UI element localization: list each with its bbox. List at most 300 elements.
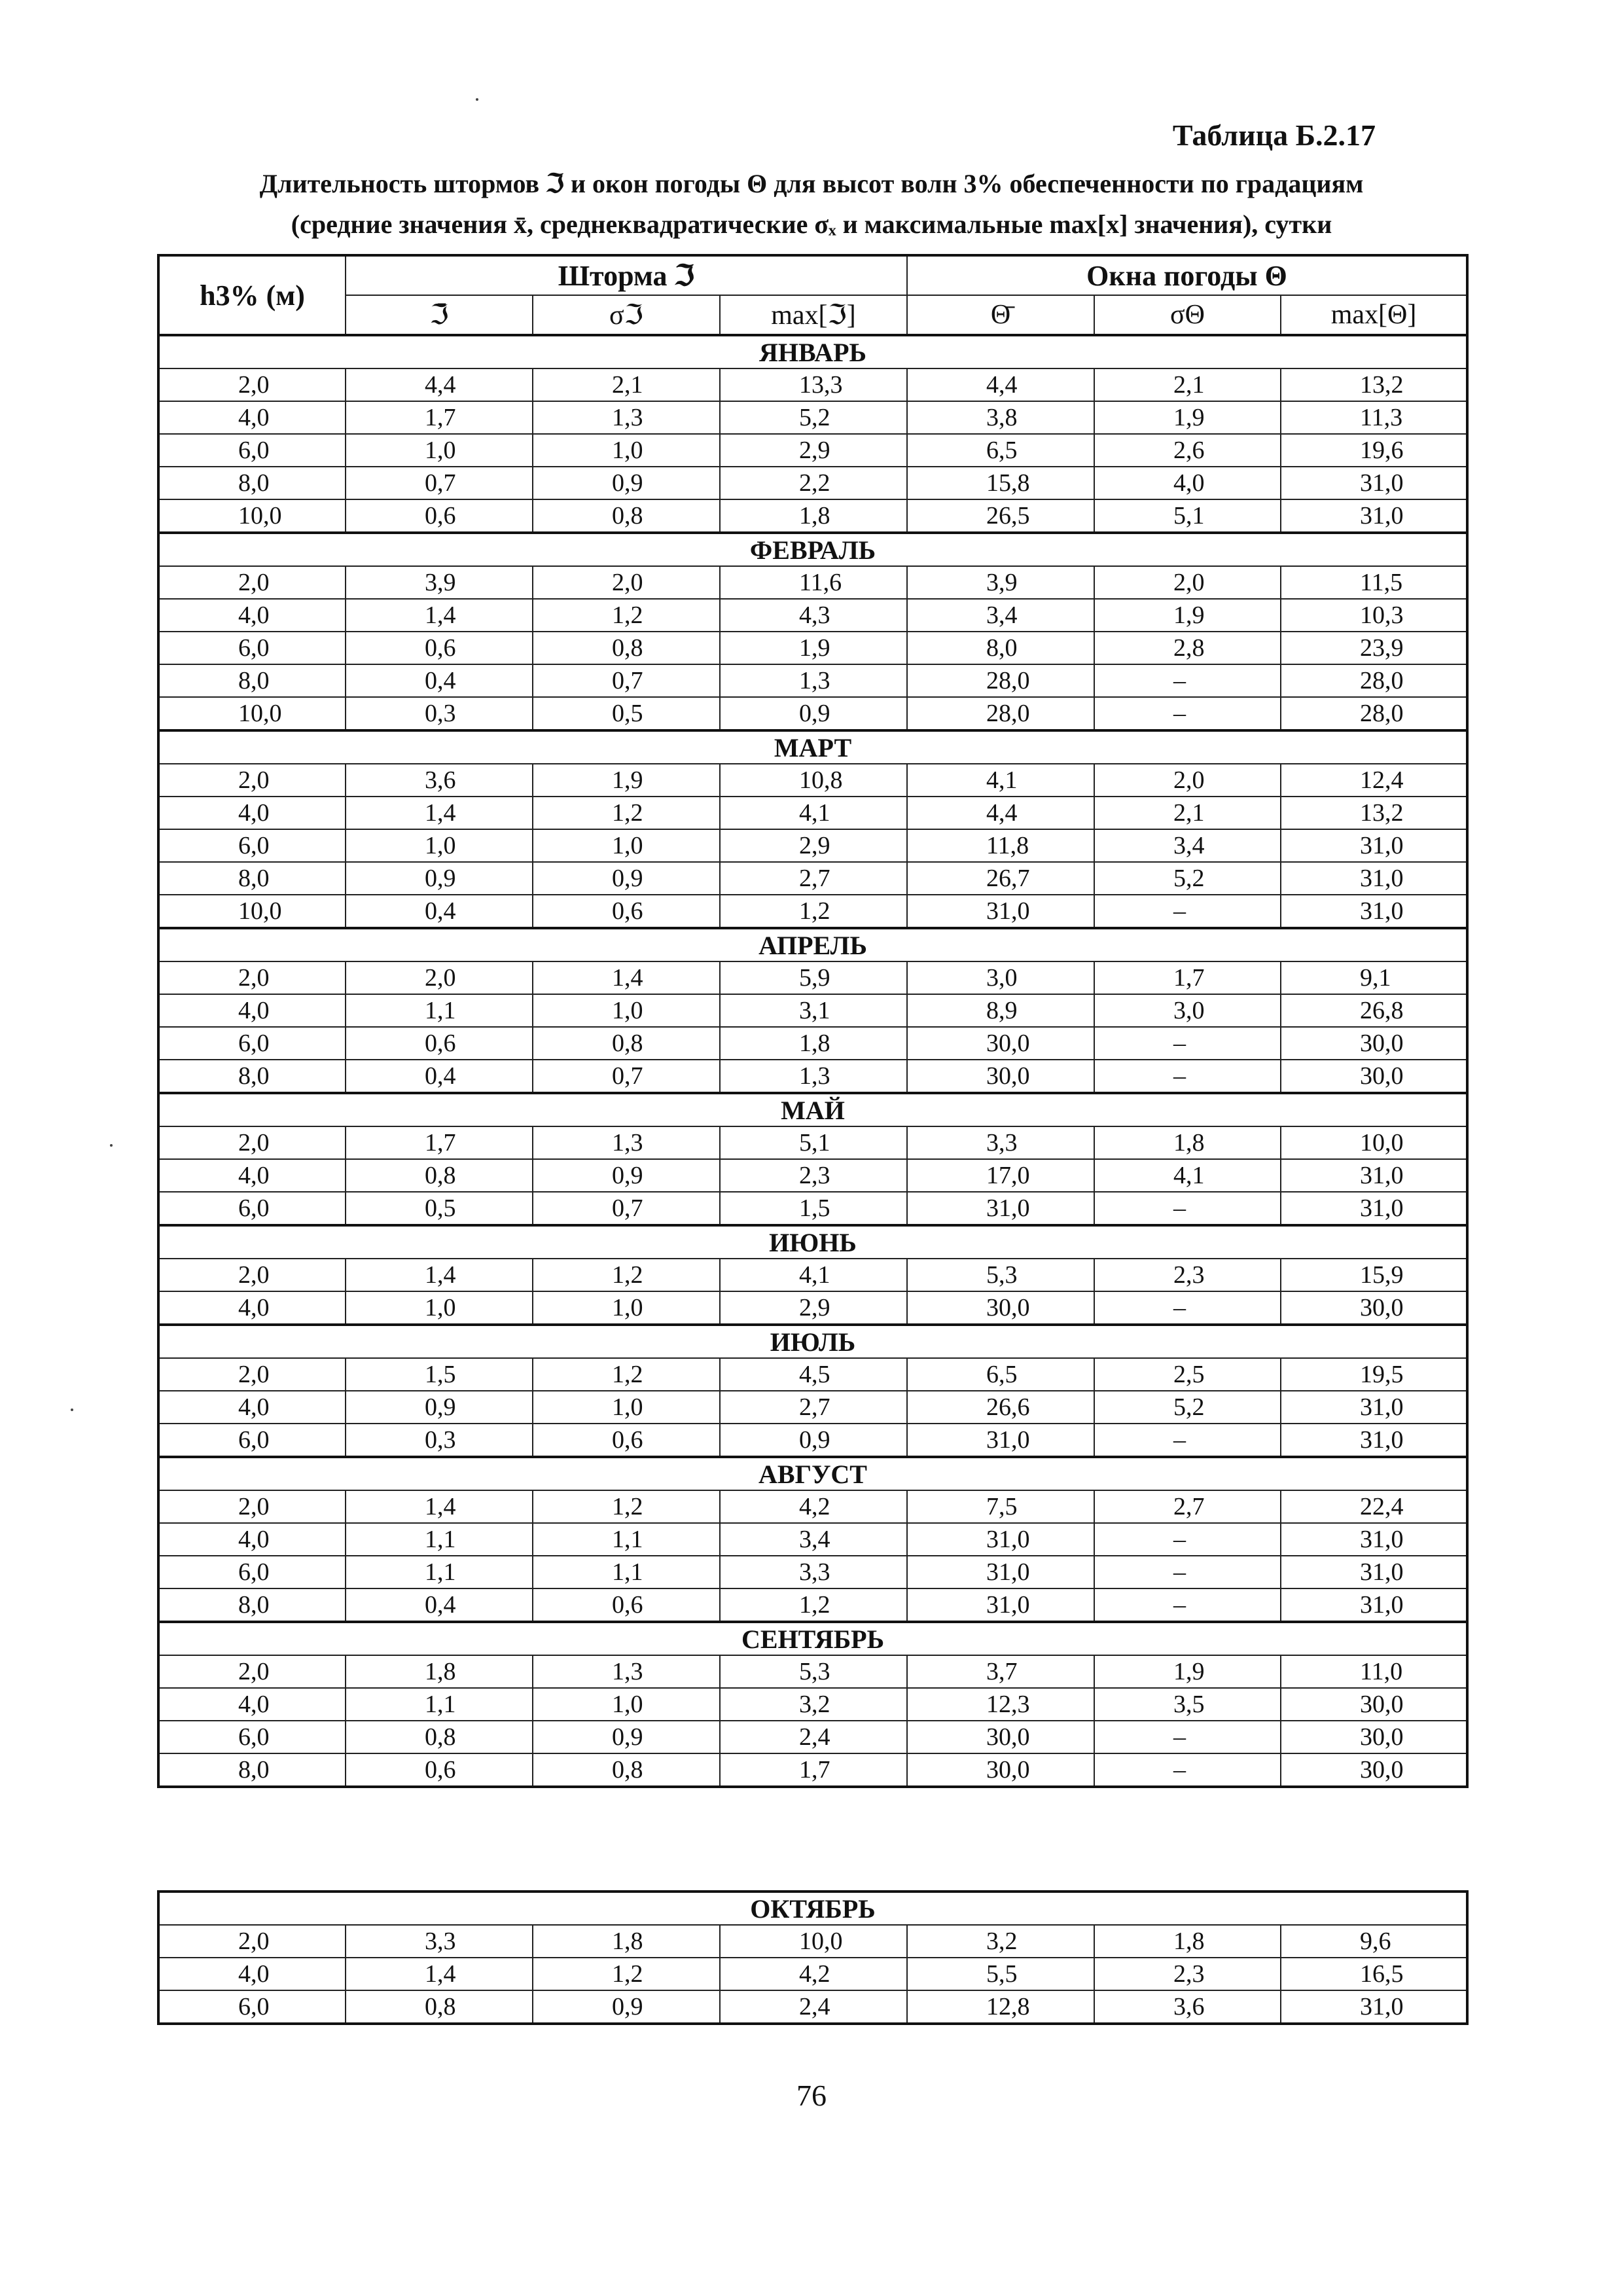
value-cell: –: [1094, 1424, 1281, 1457]
value-cell: 2,3: [1094, 1958, 1281, 1990]
value-cell: 1,0: [346, 434, 533, 467]
month-label: МАЙ: [158, 1093, 1467, 1126]
table-row: [158, 1523, 1467, 1556]
height-cell: 6,0: [158, 1990, 346, 2024]
height-cell: 8,0: [158, 1753, 346, 1787]
value-cell: 1,3: [533, 401, 720, 434]
month-row: [158, 1325, 1467, 1358]
caption-line-2: (средние значения x̄, среднеквадратические σₓ и максимальные max[x] значения), сутки: [291, 209, 1332, 239]
value-cell: 3,6: [1094, 1990, 1281, 2024]
value-cell: 31,0: [1281, 1424, 1467, 1457]
value-cell: 1,3: [533, 1655, 720, 1688]
table-row: [158, 1655, 1467, 1688]
value-cell: 4,4: [346, 368, 533, 401]
value-cell: 30,0: [1281, 1291, 1467, 1325]
value-cell: 8,0: [907, 632, 1094, 664]
value-cell: 0,7: [533, 664, 720, 697]
scan-speck: [71, 1408, 73, 1411]
month-label: СЕНТЯБРЬ: [158, 1622, 1467, 1655]
month-row: [158, 730, 1467, 764]
value-cell: 30,0: [1281, 1060, 1467, 1093]
value-cell: 1,9: [720, 632, 907, 664]
value-cell: 0,6: [346, 1027, 533, 1060]
height-cell: 4,0: [158, 994, 346, 1027]
height-cell: 2,0: [158, 566, 346, 599]
value-cell: 10,8: [720, 764, 907, 797]
value-cell: 2,2: [720, 467, 907, 499]
value-cell: 10,0: [720, 1925, 907, 1958]
value-cell: 9,6: [1281, 1925, 1467, 1958]
value-cell: 0,8: [533, 632, 720, 664]
value-cell: 30,0: [907, 1027, 1094, 1060]
height-cell: 2,0: [158, 1259, 346, 1291]
height-cell: 6,0: [158, 1721, 346, 1753]
value-cell: 17,0: [907, 1159, 1094, 1192]
value-cell: 11,3: [1281, 401, 1467, 434]
height-cell: 8,0: [158, 1060, 346, 1093]
value-cell: 3,4: [907, 599, 1094, 632]
table-row: [158, 1424, 1467, 1457]
month-label: ЯНВАРЬ: [158, 335, 1467, 368]
table-row: [158, 1688, 1467, 1721]
value-cell: 31,0: [907, 1192, 1094, 1225]
value-cell: 1,4: [346, 1259, 533, 1291]
height-cell: 6,0: [158, 1424, 346, 1457]
october-table-body: [158, 1892, 1467, 2024]
value-cell: 1,9: [1094, 599, 1281, 632]
value-cell: 10,0: [1281, 1126, 1467, 1159]
value-cell: 1,7: [346, 1126, 533, 1159]
value-cell: 0,9: [720, 1424, 907, 1457]
height-cell: 8,0: [158, 1588, 346, 1622]
table-row: [158, 994, 1467, 1027]
height-cell: 4,0: [158, 1159, 346, 1192]
value-cell: 0,5: [533, 697, 720, 730]
value-cell: 26,5: [907, 499, 1094, 533]
storms-group-header: Шторма ℑ: [346, 255, 907, 295]
value-cell: 4,2: [720, 1490, 907, 1523]
value-cell: 4,1: [720, 1259, 907, 1291]
month-row: [158, 1622, 1467, 1655]
value-cell: 2,0: [346, 961, 533, 994]
value-cell: 0,8: [533, 1753, 720, 1787]
value-cell: 31,0: [1281, 499, 1467, 533]
value-cell: 6,5: [907, 1358, 1094, 1391]
value-cell: 3,9: [346, 566, 533, 599]
value-cell: 2,1: [533, 368, 720, 401]
height-cell: 6,0: [158, 1027, 346, 1060]
month-row: [158, 928, 1467, 961]
value-cell: –: [1094, 1721, 1281, 1753]
value-cell: 2,7: [1094, 1490, 1281, 1523]
value-cell: 1,4: [346, 599, 533, 632]
value-cell: 2,6: [1094, 434, 1281, 467]
value-cell: 0,9: [533, 862, 720, 895]
height-cell: 6,0: [158, 1192, 346, 1225]
value-cell: 2,0: [1094, 566, 1281, 599]
height-cell: 8,0: [158, 467, 346, 499]
value-cell: 1,1: [346, 1688, 533, 1721]
value-cell: 30,0: [1281, 1027, 1467, 1060]
value-cell: –: [1094, 1588, 1281, 1622]
value-cell: 1,8: [720, 1027, 907, 1060]
page-number: 76: [796, 2079, 827, 2112]
value-cell: 12,8: [907, 1990, 1094, 2024]
value-cell: 0,7: [346, 467, 533, 499]
value-cell: 31,0: [1281, 1588, 1467, 1622]
table-row: [158, 566, 1467, 599]
value-cell: 0,9: [533, 1159, 720, 1192]
value-cell: 28,0: [907, 664, 1094, 697]
october-table: [157, 1890, 1469, 2025]
value-cell: 31,0: [1281, 895, 1467, 928]
value-cell: 5,1: [720, 1126, 907, 1159]
scan-speck: [476, 98, 478, 101]
value-cell: 5,3: [720, 1655, 907, 1688]
table-row: [158, 499, 1467, 533]
value-cell: 1,0: [533, 994, 720, 1027]
value-cell: 2,9: [720, 1291, 907, 1325]
value-cell: 0,4: [346, 664, 533, 697]
month-label: ИЮЛЬ: [158, 1325, 1467, 1358]
table-number: Таблица Б.2.17: [1172, 118, 1376, 152]
value-cell: 1,2: [533, 1259, 720, 1291]
month-label: МАРТ: [158, 730, 1467, 764]
value-cell: 28,0: [907, 697, 1094, 730]
height-cell: 4,0: [158, 1523, 346, 1556]
value-cell: 10,3: [1281, 599, 1467, 632]
value-cell: 0,9: [720, 697, 907, 730]
value-cell: –: [1094, 697, 1281, 730]
value-cell: 5,9: [720, 961, 907, 994]
value-cell: 2,3: [720, 1159, 907, 1192]
value-cell: 31,0: [907, 1523, 1094, 1556]
windows-group-header: Окна погоды Θ: [907, 255, 1467, 295]
month-label: ОКТЯБРЬ: [158, 1892, 1467, 1925]
value-cell: 11,8: [907, 829, 1094, 862]
value-cell: 15,9: [1281, 1259, 1467, 1291]
value-cell: 1,5: [346, 1358, 533, 1391]
value-cell: 2,7: [720, 1391, 907, 1424]
height-cell: 10,0: [158, 499, 346, 533]
value-cell: 5,1: [1094, 499, 1281, 533]
value-cell: 31,0: [1281, 1990, 1467, 2024]
height-cell: 10,0: [158, 697, 346, 730]
table-row: [158, 862, 1467, 895]
storm-mean-header: ℑ̄: [346, 295, 533, 335]
month-row: [158, 335, 1467, 368]
storm-duration-table: [157, 254, 1469, 1788]
value-cell: –: [1094, 1556, 1281, 1588]
table-row: [158, 1291, 1467, 1325]
value-cell: 13,3: [720, 368, 907, 401]
value-cell: 1,9: [1094, 401, 1281, 434]
month-row: [158, 533, 1467, 566]
value-cell: 30,0: [1281, 1688, 1467, 1721]
value-cell: 1,2: [533, 1358, 720, 1391]
table-row: [158, 1556, 1467, 1588]
value-cell: 0,5: [346, 1192, 533, 1225]
value-cell: 0,8: [533, 1027, 720, 1060]
value-cell: 26,6: [907, 1391, 1094, 1424]
value-cell: 0,7: [533, 1192, 720, 1225]
value-cell: 1,9: [533, 764, 720, 797]
height-cell: 6,0: [158, 1556, 346, 1588]
height-cell: 2,0: [158, 368, 346, 401]
value-cell: 1,3: [533, 1126, 720, 1159]
value-cell: 0,8: [346, 1721, 533, 1753]
height-cell: 2,0: [158, 1490, 346, 1523]
value-cell: 31,0: [1281, 829, 1467, 862]
value-cell: 2,4: [720, 1721, 907, 1753]
value-cell: 22,4: [1281, 1490, 1467, 1523]
table-row: [158, 368, 1467, 401]
value-cell: 2,7: [720, 862, 907, 895]
value-cell: 30,0: [1281, 1753, 1467, 1787]
value-cell: –: [1094, 1060, 1281, 1093]
height-cell: 4,0: [158, 1688, 346, 1721]
month-label: ИЮНЬ: [158, 1225, 1467, 1259]
value-cell: 0,6: [533, 1424, 720, 1457]
value-cell: 1,0: [533, 1688, 720, 1721]
value-cell: 30,0: [907, 1060, 1094, 1093]
table-row: [158, 1958, 1467, 1990]
value-cell: 31,0: [907, 1424, 1094, 1457]
value-cell: 4,4: [907, 797, 1094, 829]
value-cell: 30,0: [907, 1291, 1094, 1325]
height-cell: 2,0: [158, 764, 346, 797]
value-cell: 0,9: [346, 862, 533, 895]
scan-speck: [110, 1144, 113, 1147]
value-cell: –: [1094, 1291, 1281, 1325]
value-cell: 1,1: [346, 994, 533, 1027]
value-cell: 3,4: [720, 1523, 907, 1556]
value-cell: 1,1: [346, 1523, 533, 1556]
table-row: [158, 1925, 1467, 1958]
value-cell: –: [1094, 1192, 1281, 1225]
value-cell: 26,8: [1281, 994, 1467, 1027]
value-cell: 19,5: [1281, 1358, 1467, 1391]
table-row: [158, 697, 1467, 730]
value-cell: 0,4: [346, 1060, 533, 1093]
height-column-header: h3% (м): [158, 255, 346, 335]
month-row: [158, 1892, 1467, 1925]
value-cell: 1,7: [720, 1753, 907, 1787]
value-cell: 30,0: [907, 1721, 1094, 1753]
value-cell: 2,1: [1094, 368, 1281, 401]
value-cell: 5,5: [907, 1958, 1094, 1990]
value-cell: 31,0: [907, 895, 1094, 928]
table-row: [158, 1391, 1467, 1424]
table-row: [158, 1027, 1467, 1060]
value-cell: 3,8: [907, 401, 1094, 434]
value-cell: 11,0: [1281, 1655, 1467, 1688]
value-cell: 1,4: [346, 797, 533, 829]
value-cell: 2,0: [1094, 764, 1281, 797]
value-cell: 2,3: [1094, 1259, 1281, 1291]
value-cell: 1,8: [1094, 1126, 1281, 1159]
value-cell: 2,4: [720, 1990, 907, 2024]
value-cell: 1,0: [346, 1291, 533, 1325]
value-cell: 31,0: [907, 1588, 1094, 1622]
value-cell: 4,5: [720, 1358, 907, 1391]
value-cell: 1,4: [346, 1490, 533, 1523]
value-cell: 11,6: [720, 566, 907, 599]
value-cell: 3,1: [720, 994, 907, 1027]
value-cell: 1,3: [720, 664, 907, 697]
value-cell: 3,2: [907, 1925, 1094, 1958]
value-cell: 0,6: [346, 1753, 533, 1787]
value-cell: 1,9: [1094, 1655, 1281, 1688]
value-cell: 1,2: [533, 599, 720, 632]
value-cell: 1,4: [346, 1958, 533, 1990]
value-cell: 15,8: [907, 467, 1094, 499]
value-cell: 30,0: [907, 1753, 1094, 1787]
value-cell: 5,2: [720, 401, 907, 434]
value-cell: 1,0: [346, 829, 533, 862]
value-cell: 5,2: [1094, 862, 1281, 895]
value-cell: 0,8: [533, 499, 720, 533]
month-label: ФЕВРАЛЬ: [158, 533, 1467, 566]
value-cell: 31,0: [1281, 467, 1467, 499]
value-cell: 5,2: [1094, 1391, 1281, 1424]
height-cell: 4,0: [158, 797, 346, 829]
height-cell: 8,0: [158, 664, 346, 697]
month-row: [158, 1457, 1467, 1490]
month-label: АВГУСТ: [158, 1457, 1467, 1490]
value-cell: 1,8: [720, 499, 907, 533]
value-cell: 0,9: [533, 1721, 720, 1753]
table-row: [158, 1753, 1467, 1787]
table-row: [158, 1060, 1467, 1093]
value-cell: 0,6: [346, 499, 533, 533]
value-cell: 8,9: [907, 994, 1094, 1027]
table-row: [158, 1126, 1467, 1159]
height-cell: 4,0: [158, 599, 346, 632]
value-cell: 23,9: [1281, 632, 1467, 664]
table-row: [158, 434, 1467, 467]
value-cell: 9,1: [1281, 961, 1467, 994]
table-body: [158, 335, 1467, 1787]
value-cell: 1,2: [533, 1958, 720, 1990]
value-cell: 0,7: [533, 1060, 720, 1093]
value-cell: 1,7: [346, 401, 533, 434]
value-cell: 3,5: [1094, 1688, 1281, 1721]
value-cell: 0,6: [533, 1588, 720, 1622]
value-cell: 1,2: [533, 797, 720, 829]
value-cell: 1,5: [720, 1192, 907, 1225]
table-row: [158, 1358, 1467, 1391]
value-cell: –: [1094, 1027, 1281, 1060]
height-cell: 2,0: [158, 1655, 346, 1688]
value-cell: 0,9: [533, 467, 720, 499]
value-cell: 3,3: [720, 1556, 907, 1588]
height-cell: 6,0: [158, 829, 346, 862]
value-cell: –: [1094, 895, 1281, 928]
table-row: [158, 632, 1467, 664]
value-cell: 1,8: [1094, 1925, 1281, 1958]
value-cell: 26,7: [907, 862, 1094, 895]
value-cell: 1,2: [720, 1588, 907, 1622]
value-cell: 2,8: [1094, 632, 1281, 664]
value-cell: 0,9: [533, 1990, 720, 2024]
window-sigma-header: σΘ: [1094, 295, 1281, 335]
value-cell: 0,4: [346, 1588, 533, 1622]
value-cell: 13,2: [1281, 797, 1467, 829]
storm-sigma-header: σℑ: [533, 295, 720, 335]
window-max-header: max[Θ]: [1281, 295, 1467, 335]
value-cell: 3,9: [907, 566, 1094, 599]
value-cell: 3,0: [1094, 994, 1281, 1027]
value-cell: 13,2: [1281, 368, 1467, 401]
height-cell: 2,0: [158, 1126, 346, 1159]
table-row: [158, 797, 1467, 829]
value-cell: 0,4: [346, 895, 533, 928]
value-cell: 1,0: [533, 1391, 720, 1424]
value-cell: 28,0: [1281, 664, 1467, 697]
value-cell: 1,0: [533, 829, 720, 862]
value-cell: 3,2: [720, 1688, 907, 1721]
value-cell: 1,1: [533, 1523, 720, 1556]
value-cell: 4,2: [720, 1958, 907, 1990]
height-cell: 4,0: [158, 1291, 346, 1325]
value-cell: 31,0: [907, 1556, 1094, 1588]
value-cell: 11,5: [1281, 566, 1467, 599]
height-cell: 4,0: [158, 1391, 346, 1424]
table-row: [158, 1259, 1467, 1291]
table-row: [158, 764, 1467, 797]
value-cell: 4,4: [907, 368, 1094, 401]
value-cell: 4,1: [720, 797, 907, 829]
table-caption: [157, 164, 1466, 245]
value-cell: 31,0: [1281, 862, 1467, 895]
value-cell: 28,0: [1281, 697, 1467, 730]
table-row: [158, 1159, 1467, 1192]
value-cell: 31,0: [1281, 1556, 1467, 1588]
height-cell: 2,0: [158, 1358, 346, 1391]
table-row: [158, 961, 1467, 994]
height-cell: 4,0: [158, 401, 346, 434]
value-cell: 6,5: [907, 434, 1094, 467]
table-row: [158, 895, 1467, 928]
value-cell: 2,1: [1094, 797, 1281, 829]
value-cell: 19,6: [1281, 434, 1467, 467]
value-cell: 3,3: [346, 1925, 533, 1958]
height-cell: 2,0: [158, 961, 346, 994]
value-cell: 1,4: [533, 961, 720, 994]
height-cell: 6,0: [158, 632, 346, 664]
value-cell: 31,0: [1281, 1523, 1467, 1556]
value-cell: 3,7: [907, 1655, 1094, 1688]
value-cell: 2,5: [1094, 1358, 1281, 1391]
table-row: [158, 1990, 1467, 2024]
height-cell: 2,0: [158, 1925, 346, 1958]
value-cell: 1,2: [720, 895, 907, 928]
window-mean-header: Θ̄: [907, 295, 1094, 335]
value-cell: 3,4: [1094, 829, 1281, 862]
value-cell: 0,8: [346, 1159, 533, 1192]
value-cell: 0,9: [346, 1391, 533, 1424]
value-cell: 3,3: [907, 1126, 1094, 1159]
table-row: [158, 1490, 1467, 1523]
caption-line-1: Длительность штормов ℑ и окон погоды Θ для высот волн 3% обеспеченности по градациям: [259, 169, 1364, 198]
value-cell: 2,9: [720, 434, 907, 467]
value-cell: 1,1: [346, 1556, 533, 1588]
value-cell: 1,0: [533, 1291, 720, 1325]
value-cell: 31,0: [1281, 1159, 1467, 1192]
value-cell: –: [1094, 664, 1281, 697]
value-cell: 0,8: [346, 1990, 533, 2024]
